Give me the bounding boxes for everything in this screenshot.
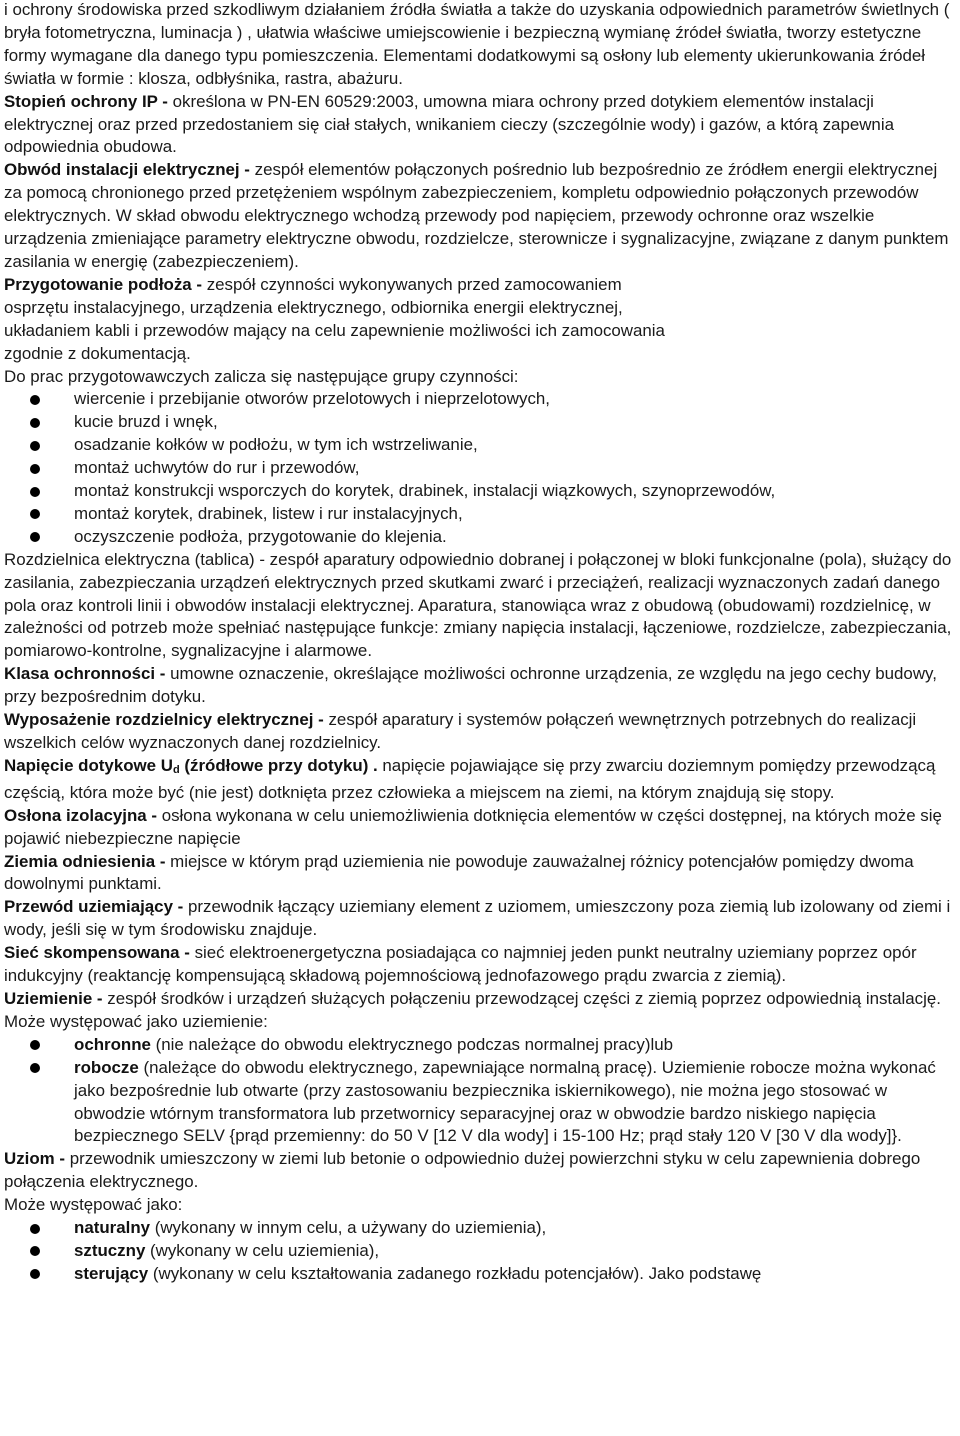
list-item: [4, 1263, 957, 1286]
paragraph-lighting-fixture: [4, 0, 957, 91]
definition-compensated-network: [4, 942, 957, 988]
list-item-text: kucie bruzd i wnęk,: [74, 412, 218, 432]
definition-text: zespół elementów połączonych pośrednio lub bezpośrednio ze źródłem energii elektrycznej za pomocą chronionego przed przetężeniem wspólnym zabezpieczeniem, kompletu odpowiednio połączonych przewodów elektrycznych. W skład obwodu elektrycznego wchodzą przewody pod napięciem, przewody ochronne oraz wszelkie urządzenia zmieniające parametry elektryczne obwodu, rozdzielcze, sterownicze i sygnalizacyjne, związane z danym punktem zasilania w energię (zabezpieczeniem).: [4, 160, 949, 271]
term: Osłona izolacyjna -: [4, 805, 162, 825]
term: Wyposażenie rozdzielnicy elektrycznej -: [4, 710, 329, 730]
list-item: [4, 411, 957, 434]
list-item-text: (wykonany w celu uziemienia),: [145, 1240, 380, 1260]
list-item: [4, 1034, 957, 1057]
paragraph-text: i ochrony środowiska przed szkodliwym działaniem źródła światła a także do uzyskania odpowiednich parametrów świetlnych ( bryła fotometryczna, luminacja ) , ułatwia właściwe umiejscowienie i bezpieczną wymianę źródeł światła, tworzy estetyczne formy wymagane dla danego typu pomieszczenia. Elementami dodatkowymi są osłony lub elementy ukierunkowania źródeł światła w formie : klosza, odbłyśnika, rastra, abażuru.: [4, 0, 950, 88]
term: Przygotowanie podłoża -: [4, 274, 207, 294]
list-item-text: osadzanie kołków w podłożu, w tym ich wstrzeliwanie,: [74, 435, 478, 455]
list-item-text: montaż uchwytów do rur i przewodów,: [74, 458, 360, 478]
definition-touch-voltage: [4, 755, 957, 805]
earthing-types-list: [4, 1034, 957, 1149]
term-subscript: d: [172, 763, 180, 776]
electrode-types-intro: [4, 1194, 957, 1217]
document-page: [4, 0, 957, 1286]
list-item-text: wiercenie i przebijanie otworów przelotowych i nieprzelotowych,: [74, 389, 550, 409]
definition-text: osłona wykonana w celu uniemożliwienia dotknięcia elementów w części dostępnej, na których może się pojawić niebezpieczne napięcie: [4, 805, 942, 848]
list-item-text: (nie należące do obwodu elektrycznego podczas normalnej pracy)lub: [150, 1034, 673, 1054]
definition-text: przewodnik łączący uziemiany element z uziomem, umieszczony poza ziemią lub izolowany od ziemi i wody, jeśli się w tym środowisku znajduje.: [4, 897, 951, 940]
list-item: [4, 1240, 957, 1263]
definition-earthing: [4, 988, 957, 1011]
earthing-types-intro: [4, 1011, 957, 1034]
list-item-term: sterujący: [74, 1263, 149, 1283]
list-item: [4, 388, 957, 411]
term: [4, 756, 382, 775]
list-item-text: (wykonany w celu kształtowania zadanego rozkładu potencjałów). Jako podstawę: [148, 1263, 762, 1283]
definition-insulating-cover: [4, 805, 957, 851]
list-item-text: montaż konstrukcji wsporczych do korytek, drabinek, instalacji wiązkowych, szynoprzewodów,: [74, 481, 776, 501]
definition-text: sieć elektroenergetyczna posiadająca co najmniej jeden punkt neutralny uziemiany poprzez opór indukcyjny (reaktancję kompensującą składową pojemnościową jednofazowego prądu zwarcia z ziemią).: [4, 943, 917, 986]
definition-text-line: zespół czynności wykonywanych przed zamocowaniem: [206, 274, 622, 294]
definition-text: miejsce w którym prąd uziemienia nie powoduje zauważalnej różnicy potencjałów pomiędzy dwoma dowolnymi punktami.: [4, 851, 914, 894]
list-item: [4, 457, 957, 480]
definition-circuit: [4, 159, 957, 274]
definition-text: Rozdzielnica elektryczna (tablica) - zespół aparatury odpowiednio dobranej i połączonej w bloki funkcjonalne (pola), służący do zasilania, zabezpieczania urządzeń elektrycznych przed skutkami zwarć i przeciążeń, realizacji wyznaczonych zadań danego pola oraz kontroli linii i obwodów instalacji elektrycznej. Aparatura, stanowiąca wraz z obudową (obudowami) rozdzielnicę, w zależności od potrzeb może spełniać następujące funkcje: zmiany napięcia instalacji, łączeniowe, rozdzielcze, zabezpieczania, pomiarowo-kontrolne, sygnalizacyjne i alarmowe.: [4, 549, 952, 661]
list-item-term: robocze: [74, 1057, 139, 1077]
list-item: [4, 434, 957, 457]
definition-text-line: zgodnie z dokumentacją.: [4, 343, 191, 363]
term: Uziemienie -: [4, 988, 108, 1008]
term-part: (źródłowe przy dotyku) .: [179, 755, 383, 775]
definition-text: zespół aparatury i systemów połączeń wewnętrznych potrzebnych do realizacji wszelkich celów wyznaczonych danej rozdzielnicy.: [4, 710, 917, 752]
list-item-term: ochronne: [74, 1034, 151, 1054]
definition-text: umowne oznaczenie, określające możliwości ochronne urządzenia, ze względu na jego cechy budowy, przy bezpośrednim dotyku.: [4, 664, 937, 707]
term: Ziemia odniesienia -: [4, 851, 171, 871]
term: Klasa ochronności -: [4, 664, 171, 684]
definition-protection-class: [4, 663, 957, 709]
prep-work-intro: [4, 366, 957, 389]
term: Stopień ochrony IP -: [4, 91, 173, 111]
term: Uziom -: [4, 1149, 70, 1169]
paragraph-text: Do prac przygotowawczych zalicza się następujące grupy czynności:: [4, 366, 519, 386]
definition-text: określona w PN-EN 60529:2003, umowna miara ochrony przed dotykiem elementów instalacji elektrycznej oraz przed przedostaniem się ciał stałych, wnikaniem cieczy (szczególnie wody) i gazów, a którą zapewnia odpowiednia obudowa.: [4, 91, 894, 157]
definition-text: zespół środków i urządzeń służących połączeniu przewodzącej części z ziemią poprzez odpowiednią instalację.: [107, 988, 941, 1008]
list-item-text: (należące do obwodu elektrycznego, zapewniające normalną pracę). Uziemienie robocze można wykonać jako bezpośrednie lub otwarte (przy zastosowaniu bezpiecznika iskiernikowego), nie można jego stosować w obwodzie wtórnym transformatora lub przetwornicy separacyjnej oraz w obwodzie bardzo niskiego napięcia bezpiecznego SELV {prąd przemienny: do 50 V [12 V dla wody] i 15-100 Hz; prąd stały 120 V [30 V dla wody]}.: [74, 1057, 936, 1146]
definition-text-line: osprzętu instalacyjnego, urządzenia elektrycznego, odbiornika energii elektrycznej,: [4, 297, 623, 317]
electrode-types-list: [4, 1217, 957, 1286]
list-item-text: oczyszczenie podłoża, przygotowanie do klejenia.: [74, 526, 447, 546]
list-item: [4, 480, 957, 503]
list-item-term: naturalny: [74, 1218, 151, 1238]
definition-earthing-conductor: [4, 896, 957, 942]
list-item: [4, 526, 957, 549]
definition-text-line: układaniem kabli i przewodów mający na celu zapewnienie możliwości ich zamocowania: [4, 320, 665, 340]
list-item: [4, 1057, 957, 1149]
list-item-text: (wykonany w innym celu, a używany do uziemienia),: [150, 1218, 547, 1238]
definition-switchboard: [4, 549, 957, 664]
definition-earth-electrode: [4, 1148, 957, 1194]
term-part: Napięcie dotykowe U: [4, 755, 173, 775]
definition-switchboard-equipment: [4, 709, 957, 755]
term: Obwód instalacji elektrycznej -: [4, 160, 255, 180]
definition-substrate-prep: [4, 274, 957, 366]
definition-text: przewodnik umieszczony w ziemi lub betonie o odpowiednio dużej powierzchni styku w celu zapewnienia dobrego połączenia elektrycznego.: [4, 1149, 921, 1192]
list-item-term: sztuczny: [74, 1240, 146, 1260]
list-item-text: montaż korytek, drabinek, listew i rur instalacyjnych,: [74, 503, 463, 523]
list-item: [4, 1217, 957, 1240]
list-item: [4, 503, 957, 526]
definition-ip-rating: [4, 91, 957, 160]
definition-reference-earth: [4, 851, 957, 897]
paragraph-text: Może występować jako:: [4, 1195, 183, 1215]
term: Przewód uziemiający -: [4, 897, 188, 917]
prep-work-list: [4, 388, 957, 548]
paragraph-text: Może występować jako uziemienie:: [4, 1011, 268, 1031]
term: Sieć skompensowana -: [4, 943, 195, 963]
definition-text: napięcie pojawiające się przy zwarciu doziemnym pomiędzy przewodzącą częścią, która może być (nie jest) dotknięta przez człowieka a miejscem na ziemi, na którym znajdują się stopy.: [4, 755, 936, 802]
